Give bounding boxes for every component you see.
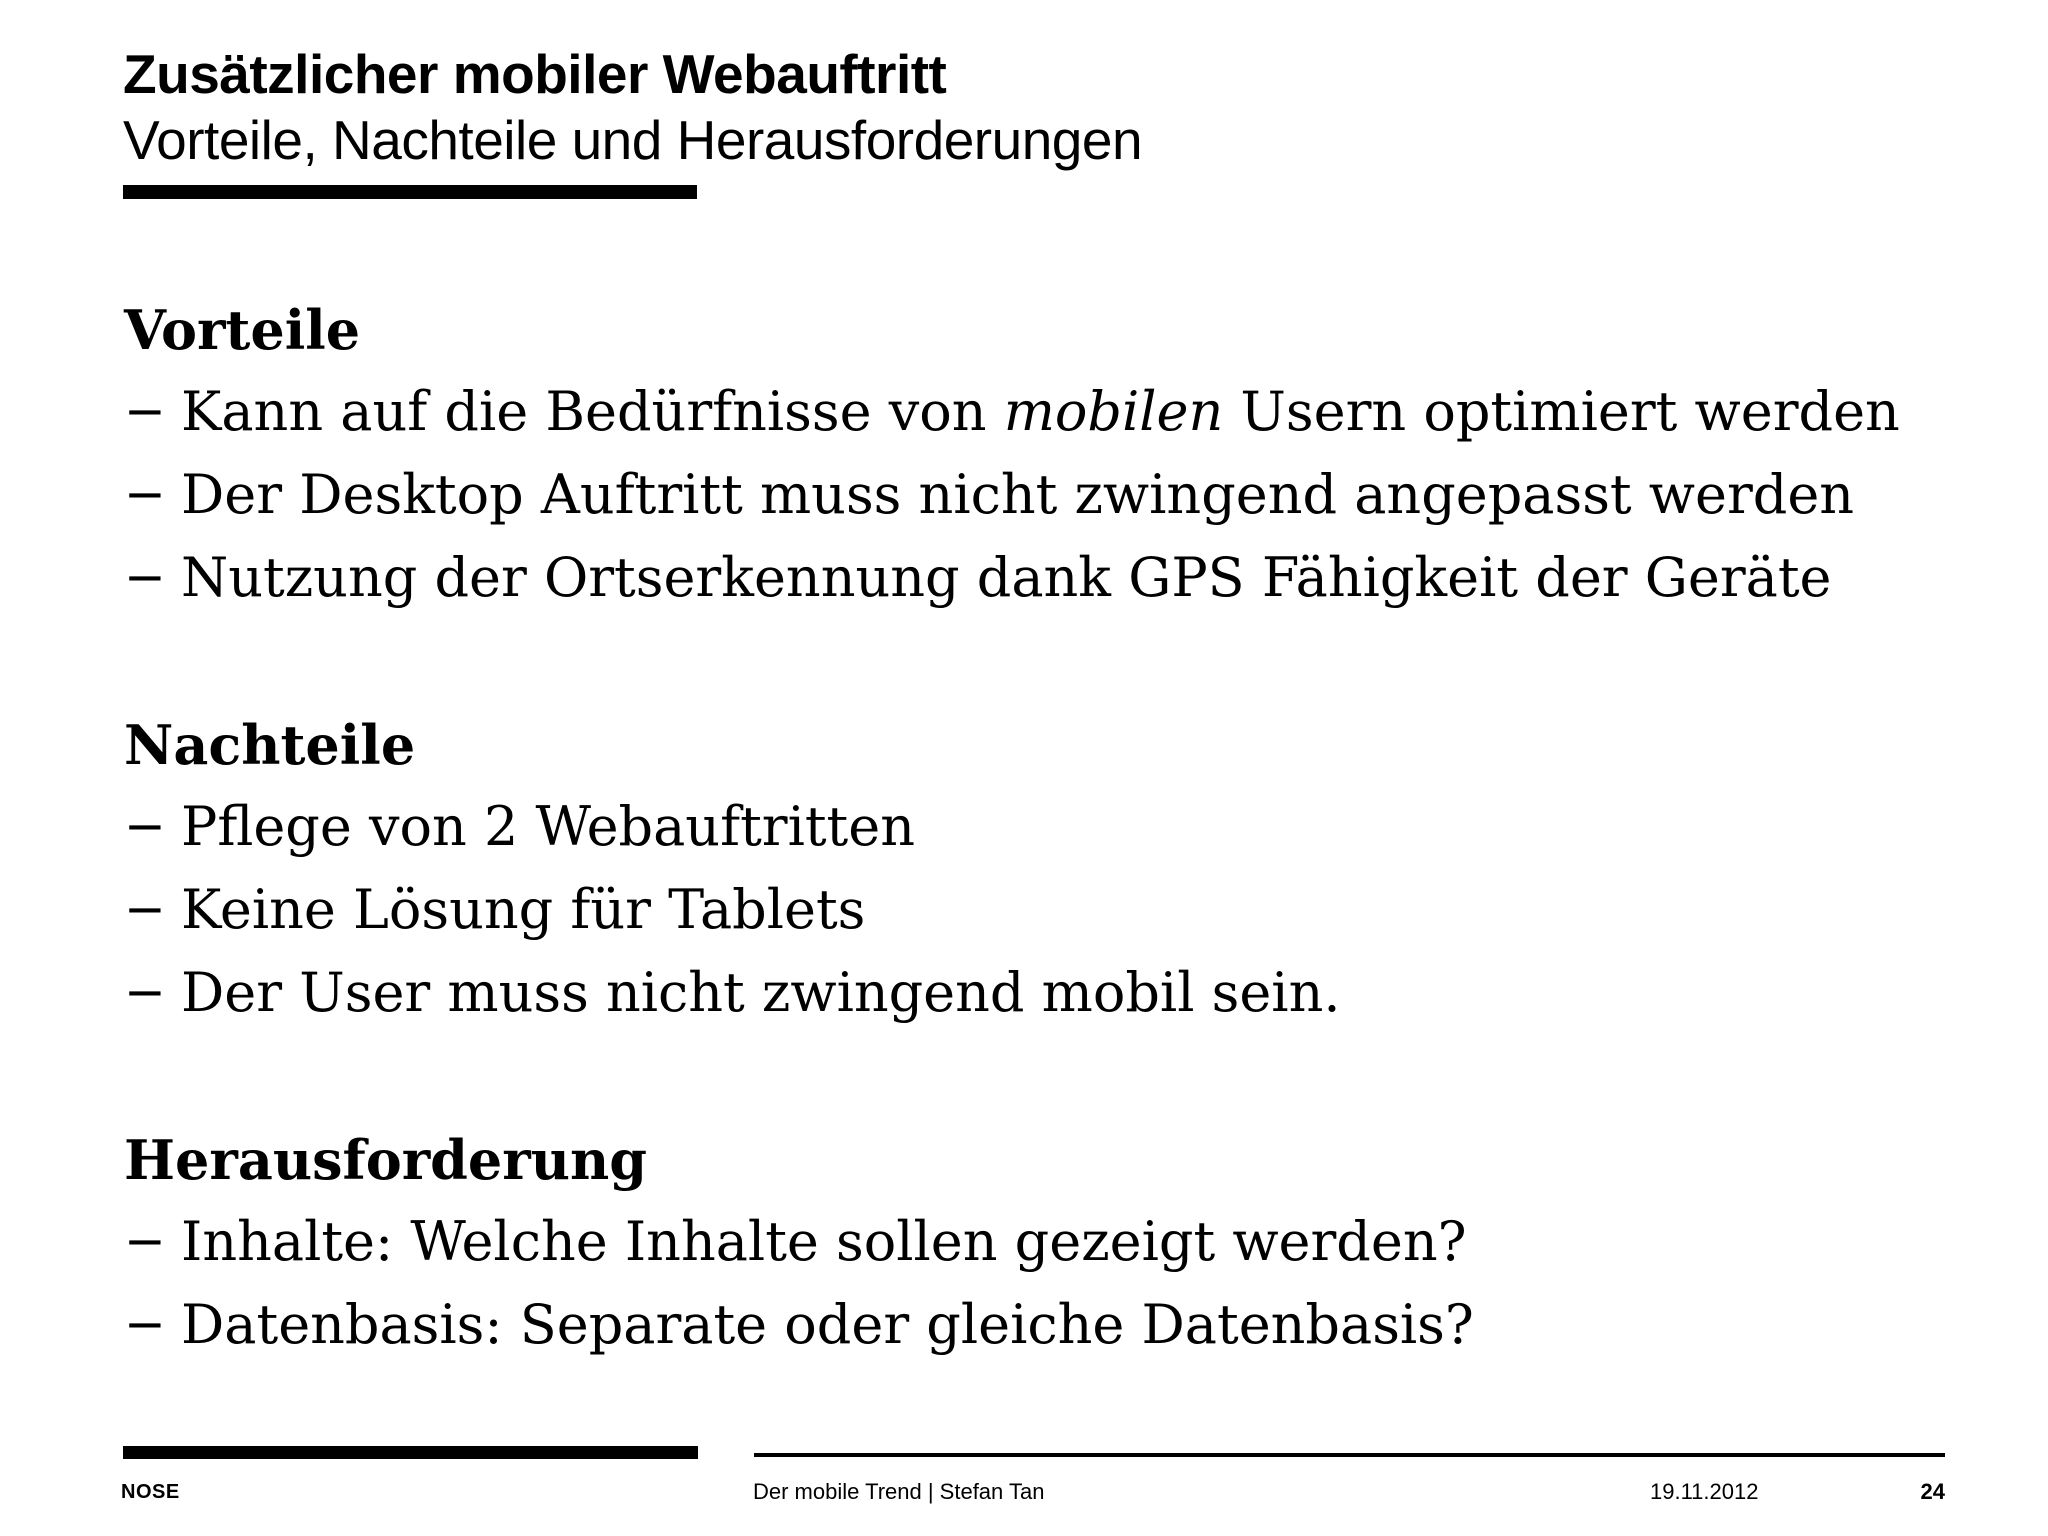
item-text: Pflege von 2 Webauftritten xyxy=(181,795,915,858)
dash-bullet-icon: − xyxy=(124,963,166,1021)
item-text: Nutzung der Ortserkennung dank GPS Fähigkeit der Geräte xyxy=(181,546,1832,609)
section-advantages xyxy=(124,290,1900,619)
list-item xyxy=(124,370,1900,453)
dash-bullet-icon: − xyxy=(124,880,166,938)
dash-bullet-icon: − xyxy=(124,548,166,606)
dash-bullet-icon: − xyxy=(124,382,166,440)
item-text: Inhalte: Welche Inhalte sollen gezeigt werden? xyxy=(181,1210,1467,1273)
list-item xyxy=(124,868,1341,951)
dash-bullet-icon: − xyxy=(124,1212,166,1270)
header-divider xyxy=(123,185,697,199)
list-item xyxy=(124,536,1900,619)
section-heading: Nachteile xyxy=(124,713,416,777)
list-item xyxy=(124,1200,1474,1283)
section-disadvantages xyxy=(124,705,1341,1034)
item-text: Keine Lösung für Tablets xyxy=(181,878,866,941)
item-emphasis: mobilen xyxy=(1003,380,1224,443)
dash-bullet-icon: − xyxy=(124,465,166,523)
page-number: 24 xyxy=(1920,1479,1945,1504)
section-heading: Vorteile xyxy=(124,298,361,362)
list-item xyxy=(124,951,1341,1034)
item-text-end: Usern optimiert werden xyxy=(1223,380,1900,443)
list-item xyxy=(124,1283,1474,1366)
dash-bullet-icon: − xyxy=(124,797,166,855)
list-item xyxy=(124,785,1341,868)
footer-date: 19.11.2012 xyxy=(1650,1479,1759,1504)
footer-divider-left xyxy=(123,1446,698,1459)
bullet-list xyxy=(124,370,1900,619)
item-text: Der Desktop Auftritt muss nicht zwingend angepasst werden xyxy=(181,463,1855,526)
item-text: Der User muss nicht zwingend mobil sein. xyxy=(181,961,1341,1024)
bullet-list xyxy=(124,1200,1474,1366)
bullet-list xyxy=(124,785,1341,1034)
slide-subtitle: Vorteile, Nachteile und Herausforderungen xyxy=(123,109,1143,171)
footer-logo: NOSE xyxy=(121,1481,180,1503)
slide-title: Zusätzlicher mobiler Webauftritt xyxy=(123,43,947,105)
item-text: Datenbasis: Separate oder gleiche Datenbasis? xyxy=(181,1293,1474,1356)
footer-divider-right xyxy=(754,1453,1945,1457)
item-text: Kann auf die Bedürfnisse von xyxy=(181,380,1004,443)
section-heading: Herausforderung xyxy=(124,1128,648,1192)
section-challenges xyxy=(124,1120,1474,1366)
footer-presentation-info: Der mobile Trend | Stefan Tan xyxy=(753,1479,1045,1504)
dash-bullet-icon: − xyxy=(124,1295,166,1353)
list-item xyxy=(124,453,1900,536)
